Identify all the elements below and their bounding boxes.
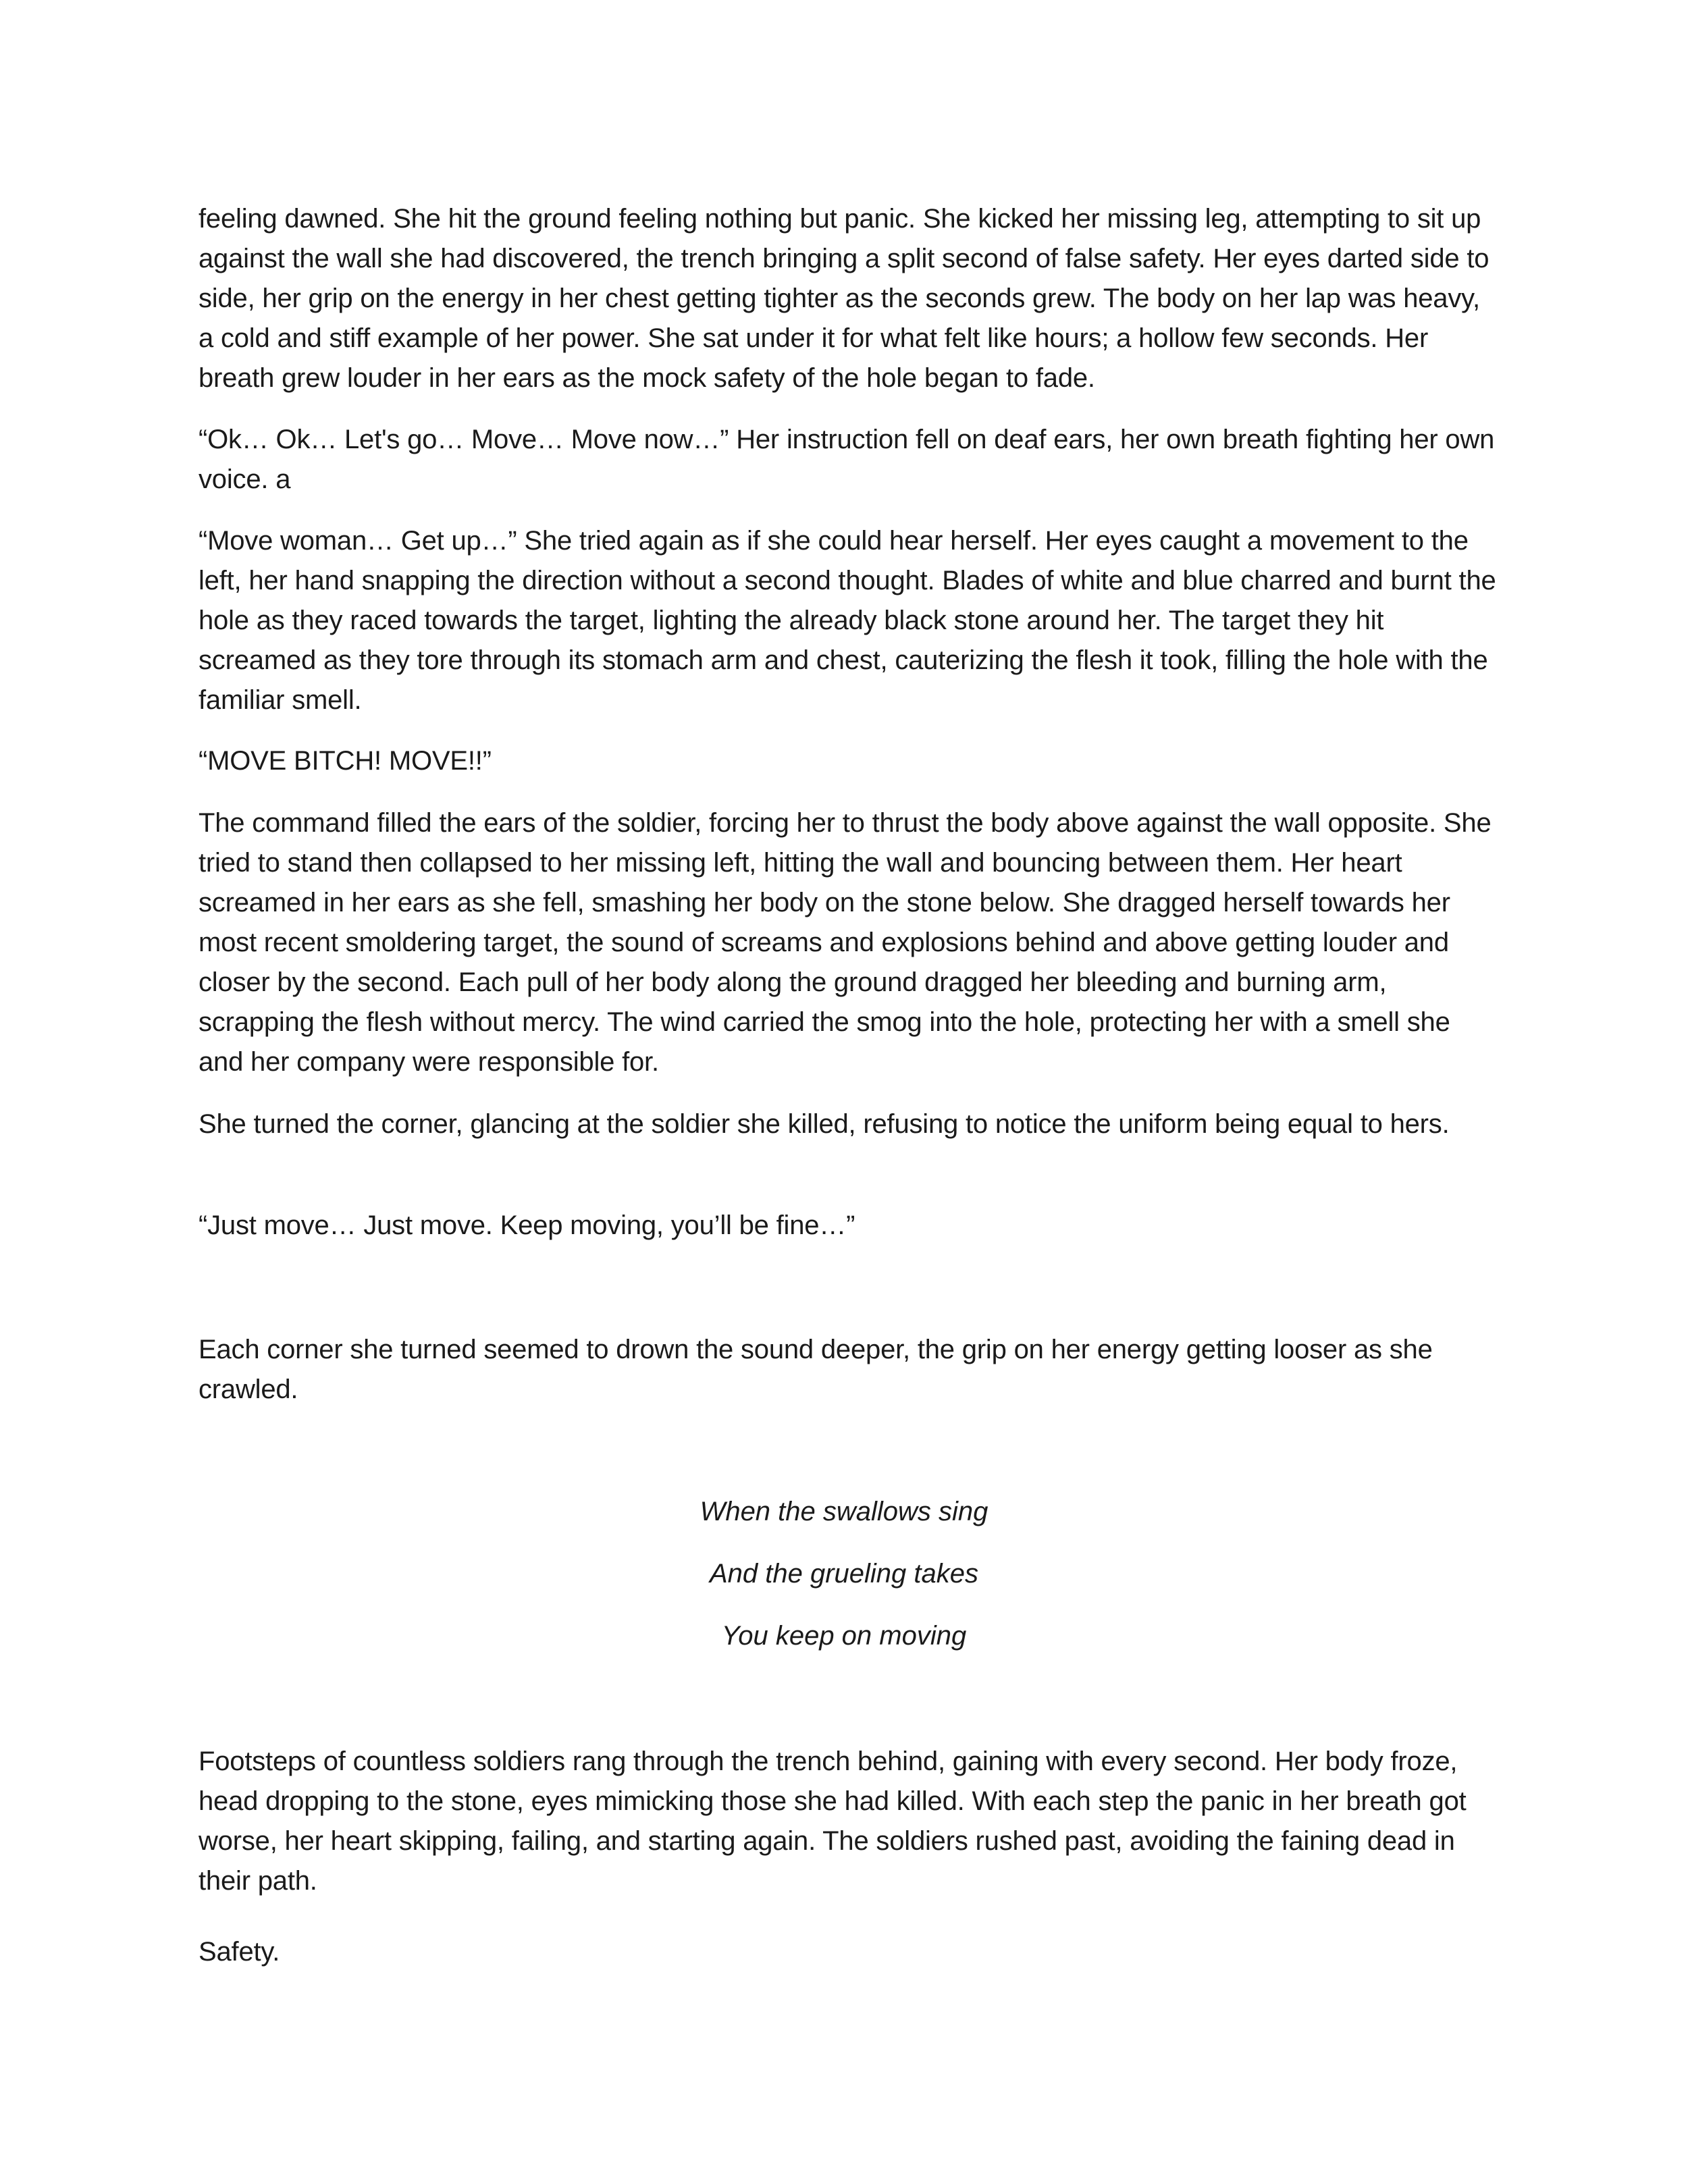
paragraph-5: The command filled the ears of the soldier, forcing her to thrust the body above against the wall opposite. She tried to stand then collapsed to her missing left, hitting the wall and bouncing between them. Her heart screamed in her ears as she fell, smashing her body on the stone below. She dragged herself towards her most recent smoldering target, the sound of screams and explosions behind and above getting louder and closer by the second. Each pull of her body along the ground dragged her bleeding and burning arm, scrapping the flesh without mercy. The wind carried the smog into the hole, protecting her with a smell she and her company were responsible for.: [199, 808, 1492, 1077]
paragraph-3: “Move woman… Get up…” She tried again as if she could hear herself. Her eyes caught a movement to the left, her hand snapping the direction without a second thought. Blades of white and blue charred and burnt the hole as they raced towards the target, lighting the already black stone around her. The target they hit screamed as they tore through its stomach arm and chest, cauterizing the flesh it took, filling the hole with the familiar smell.: [199, 526, 1496, 715]
paragraph-8: Each corner she turned seemed to drown the sound deeper, the grip on her energy getting looser as she crawled.: [199, 1335, 1433, 1404]
paragraph-4: “MOVE BITCH! MOVE!!”: [199, 746, 492, 776]
verse-line-3: You keep on moving: [721, 1621, 967, 1651]
paragraph-9: Footsteps of countless soldiers rang through the trench behind, gaining with every second. Her body froze, head dropping to the stone, eyes mimicking those she had killed. With each step the panic in her breath got worse, her heart skipping, failing, and starting again. The soldiers rushed past, avoiding the faining dead in their path.: [199, 1747, 1467, 1896]
verse-line-2: And the grueling takes: [709, 1559, 979, 1589]
paragraph-6: She turned the corner, glancing at the soldier she killed, refusing to notice the uniform being equal to hers.: [199, 1109, 1450, 1139]
paragraph-2: “Ok… Ok… Let's go… Move… Move now…” Her instruction fell on deaf ears, her own breath fighting her own voice. a: [199, 425, 1495, 494]
verse-line-1: When the swallows sing: [700, 1497, 988, 1526]
paragraph-10: Safety.: [199, 1937, 280, 1967]
paragraph-7: “Just move… Just move. Keep moving, you’ll be fine…”: [199, 1210, 855, 1240]
paragraph-1: feeling dawned. She hit the ground feeling nothing but panic. She kicked her missing leg, attempting to sit up against the wall she had discovered, the trench bringing a split second of false safety. Her eyes darted side to side, her grip on the energy in her chest getting tighter as the seconds grew. The body on her lap was heavy, a cold and stiff example of her power. She sat under it for what felt like hours; a hollow few seconds. Her breath grew louder in her ears as the mock safety of the hole began to fade.: [199, 204, 1489, 393]
